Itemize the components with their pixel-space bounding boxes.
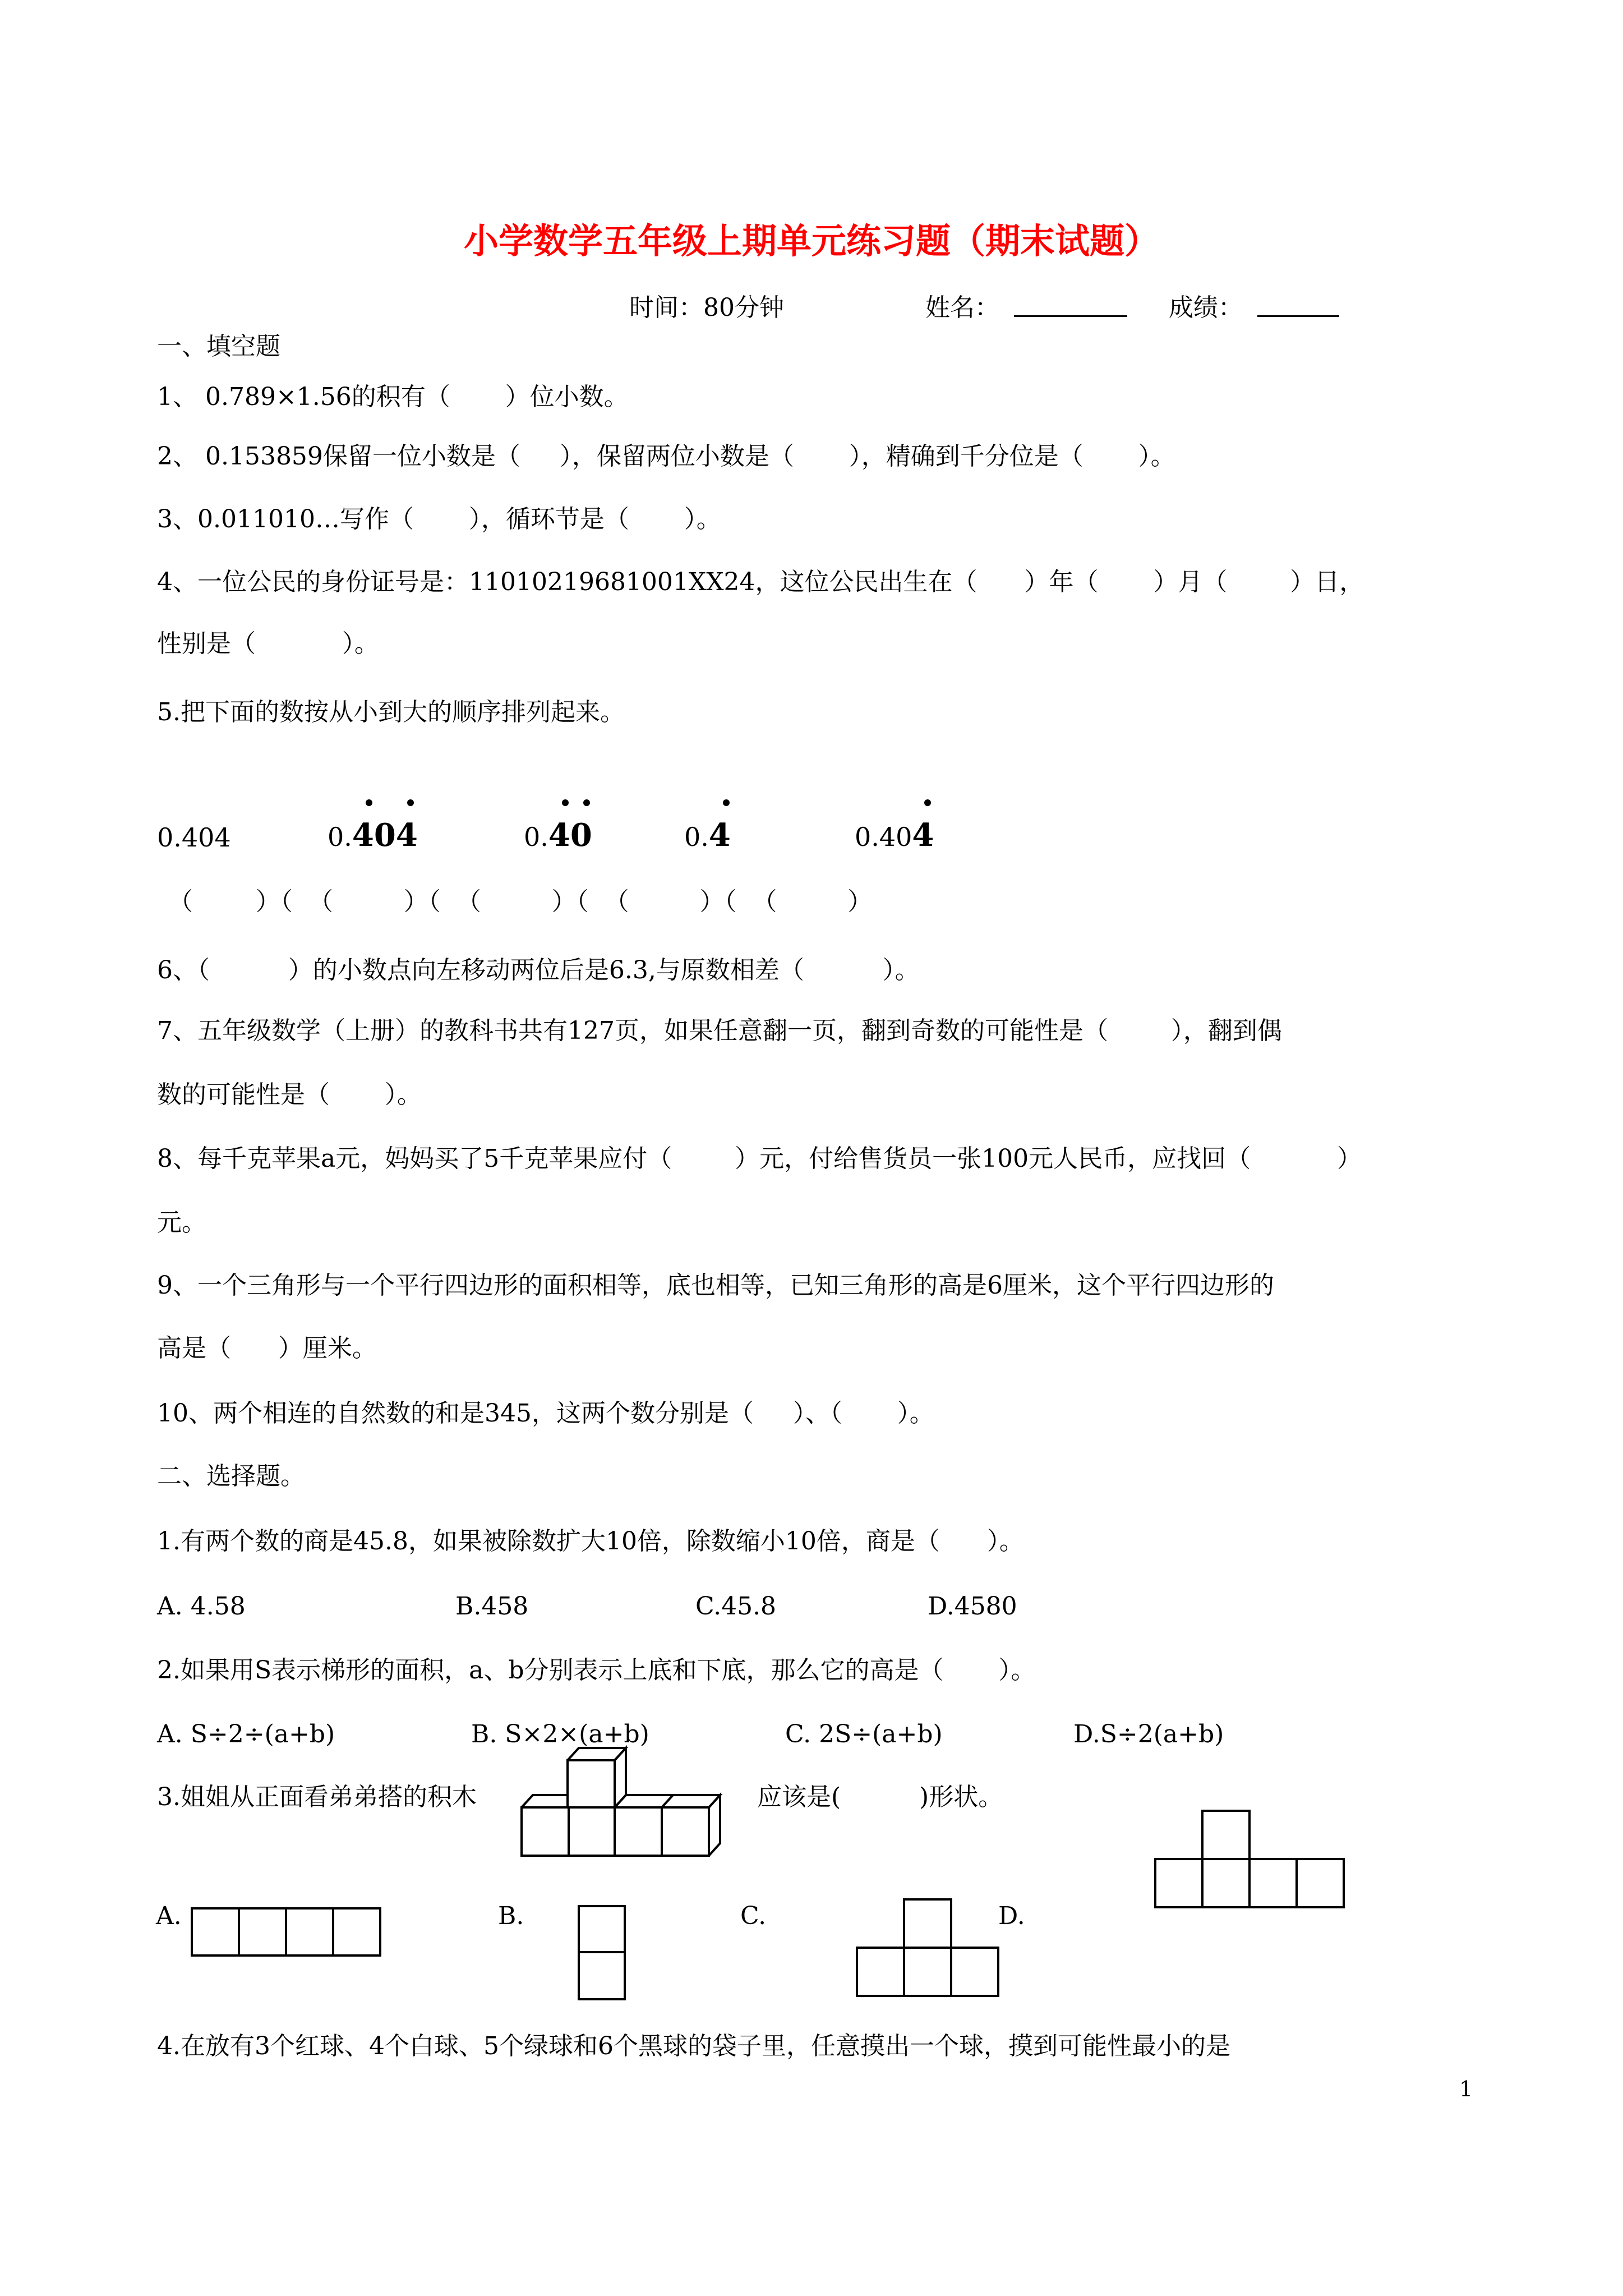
q5-number-2-digits: 404	[352, 817, 418, 854]
option-d-figure	[1154, 1810, 1347, 1911]
block-3d-figure	[517, 1743, 730, 1867]
q5-number-1: 0.404	[157, 822, 231, 853]
choice-question-3-part1: 3.姐姐从正面看弟弟搭的积木	[157, 1783, 477, 1811]
choice-question-4: 4.在放有3个红球、4个白球、5个绿球和6个黑球的袋子里，任意摸出一个球，摸到可能性最小的是	[157, 2032, 1230, 2060]
option-a-figure	[191, 1907, 381, 1958]
option-b-figure	[578, 1905, 628, 2001]
c2-option-b[interactable]: B. S×2×(a+b)	[471, 1720, 649, 1749]
repeat-dot	[407, 799, 414, 806]
choice-question-1: 1.有两个数的商是45.8，如果被除数扩大10倍，除数缩小10倍，商是（ ）。	[157, 1527, 1024, 1556]
c2-option-a[interactable]: A. S÷2÷(a+b)	[157, 1720, 335, 1749]
q5-number-4-digits: 4	[708, 817, 731, 854]
repeat-dot	[924, 799, 931, 806]
repeat-dot	[583, 799, 590, 806]
fill-question-5: 5.把下面的数按从小到大的顺序排列起来。	[157, 698, 625, 726]
q5-answer-blanks: （ ）（ （ ）（ （ ）（ （ ）（ （ ）	[168, 887, 873, 916]
q5-number-5-prefix: 0.40	[855, 822, 912, 852]
repeat-dot	[562, 799, 569, 806]
c3-option-c[interactable]: C.	[740, 1902, 767, 1930]
section-fill-heading: 一、填空题	[157, 332, 280, 361]
c3-option-a[interactable]: A.	[156, 1902, 182, 1930]
c1-option-b[interactable]: B.458	[455, 1592, 529, 1621]
fill-question-3: 3、0.011010…写作（ ），循环节是（ ）。	[157, 505, 721, 533]
choice-question-2: 2.如果用S表示梯形的面积，a、b分别表示上底和下底，那么它的高是（ ）。	[157, 1656, 1036, 1685]
option-c-figure	[856, 1898, 1002, 1999]
fill-question-1: 1、 0.789×1.56的积有（ ）位小数。	[157, 383, 629, 411]
q5-number-3-prefix: 0.	[524, 822, 548, 852]
repeat-dot	[366, 799, 372, 806]
q5-number-5-digits: 4	[912, 817, 934, 854]
c1-option-c[interactable]: C.45.8	[695, 1592, 777, 1621]
choice-question-3-part2: 应该是( )形状。	[757, 1783, 1003, 1811]
name-label: 姓名：	[925, 293, 999, 322]
fill-question-9-line2: 高是（ ）厘米。	[157, 1334, 377, 1363]
page-title: 小学数学五年级上期单元练习题（期末试题）	[463, 220, 1159, 261]
repeat-dot	[723, 799, 730, 806]
c3-option-d[interactable]: D.	[998, 1902, 1025, 1930]
fill-question-8-line1: 8、每千克苹果a元，妈妈买了5千克苹果应付（ ）元，付给售货员一张100元人民币，应找回（ ）	[157, 1144, 1362, 1173]
score-label: 成绩：	[1169, 293, 1243, 322]
c1-option-d[interactable]: D.4580	[928, 1592, 1017, 1621]
fill-question-4-line1: 4、一位公民的身份证号是：11010219681001XX24，这位公民出生在（ ）年（ ）月（ ）日，	[157, 568, 1364, 596]
q5-number-4-prefix: 0.	[684, 822, 709, 852]
section-choice-heading: 二、选择题。	[157, 1462, 305, 1490]
fill-question-7-line2: 数的可能性是（ ）。	[157, 1080, 422, 1109]
fill-question-10: 10、两个相连的自然数的和是345，这两个数分别是（ ）、（ ）。	[157, 1399, 934, 1428]
fill-question-7-line1: 7、五年级数学（上册）的教科书共有127页，如果任意翻一页，翻到奇数的可能性是（ ），翻到偶	[157, 1016, 1282, 1045]
time-label: 时间：80分钟	[629, 293, 784, 322]
c3-option-b[interactable]: B.	[498, 1902, 524, 1930]
c2-option-d[interactable]: D.S÷2(a+b)	[1073, 1720, 1224, 1749]
fill-question-6: 6、（ ）的小数点向左移动两位后是6.3,与原数相差（ ）。	[157, 956, 920, 984]
fill-question-2: 2、 0.153859保留一位小数是（ ），保留两位小数是（ ），精确到千分位是（ ）。	[157, 442, 1175, 471]
q5-number-3-digits: 40	[548, 817, 592, 854]
fill-question-9-line1: 9、一个三角形与一个平行四边形的面积相等，底也相等，已知三角形的高是6厘米，这个平行四边形的	[157, 1271, 1274, 1300]
page-number: 1	[1459, 2077, 1473, 2101]
fill-question-8-line2: 元。	[157, 1208, 206, 1237]
c1-option-a[interactable]: A. 4.58	[157, 1592, 246, 1621]
c2-option-c[interactable]: C. 2S÷(a+b)	[785, 1720, 943, 1749]
fill-question-4-line2: 性别是（ ）。	[157, 629, 379, 658]
q5-number-2-prefix: 0.	[328, 822, 352, 852]
